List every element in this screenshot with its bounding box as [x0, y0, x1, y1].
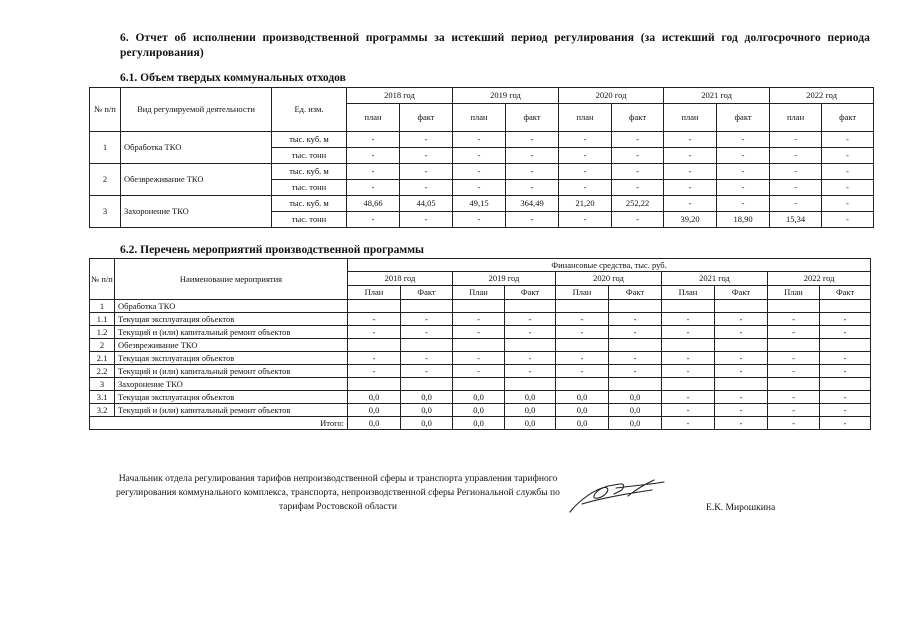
value-cell: - [505, 313, 556, 326]
value-cell: - [822, 132, 874, 148]
row-number: 2.1 [90, 352, 115, 365]
empty-cell [453, 339, 505, 352]
value-cell: - [559, 180, 612, 196]
value-cell: - [768, 391, 820, 404]
measure-name: Текущая эксплуатация объектов [115, 352, 348, 365]
group-row [90, 300, 871, 313]
value-cell: - [400, 164, 453, 180]
value-cell: - [609, 313, 662, 326]
value-cell: 0,0 [401, 404, 453, 417]
value-cell: 0,0 [401, 391, 453, 404]
value-cell: 0,0 [609, 404, 662, 417]
table-row [90, 365, 871, 378]
empty-cell [556, 300, 609, 313]
signatory-position: Начальник отдела регулирования тарифов непроизводственной сферы и транспорта управления тарифного регулирования коммунального комплекса, транспорта, непроизводственной сферы Региональной службы по тарифам Ростовской области [116, 473, 560, 512]
value-cell: - [506, 132, 559, 148]
header-unit: Ед. изм. [272, 88, 347, 132]
value-cell: - [715, 365, 768, 378]
value-cell: - [715, 352, 768, 365]
value-cell: - [662, 391, 715, 404]
value-cell: 21,20 [559, 196, 612, 212]
value-cell: - [664, 196, 717, 212]
value-cell: - [556, 313, 609, 326]
value-cell: 44,05 [400, 196, 453, 212]
row-number: 1.2 [90, 326, 115, 339]
value-cell: - [770, 180, 822, 196]
value-cell: - [453, 180, 506, 196]
measure-name: Текущий и (или) капитальный ремонт объектов [115, 326, 348, 339]
empty-cell [453, 300, 505, 313]
program-measures-table [89, 258, 871, 430]
fact-header: факт [822, 104, 874, 132]
value-cell: - [453, 352, 505, 365]
value-cell: - [822, 180, 874, 196]
value-cell: - [820, 313, 871, 326]
empty-cell [453, 378, 505, 391]
value-cell: - [768, 326, 820, 339]
value-cell: - [770, 132, 822, 148]
value-cell: 48,66 [347, 196, 400, 212]
value-cell: - [400, 148, 453, 164]
total-value: 0,0 [453, 417, 505, 430]
value-cell: 252,22 [612, 196, 664, 212]
year-header: 2021 год [664, 88, 770, 104]
value-cell: - [768, 365, 820, 378]
value-cell: - [505, 365, 556, 378]
value-cell: - [401, 365, 453, 378]
value-cell: - [820, 365, 871, 378]
value-cell: - [400, 180, 453, 196]
empty-cell [768, 339, 820, 352]
empty-cell [401, 339, 453, 352]
empty-cell [505, 300, 556, 313]
value-cell: - [612, 164, 664, 180]
measure-name: Текущая эксплуатация объектов [115, 391, 348, 404]
handwritten-signature [568, 474, 678, 516]
total-value: - [820, 417, 871, 430]
empty-cell [768, 300, 820, 313]
row-number: 2 [90, 339, 115, 352]
plan-header: План [662, 286, 715, 300]
unit-cell: тыс. куб. м [272, 132, 347, 148]
value-cell: - [401, 352, 453, 365]
value-cell: 0,0 [453, 391, 505, 404]
fact-header: факт [506, 104, 559, 132]
total-value: 0,0 [401, 417, 453, 430]
empty-cell [820, 378, 871, 391]
value-cell: - [822, 148, 874, 164]
fact-header: факт [717, 104, 770, 132]
fact-header: Факт [505, 286, 556, 300]
value-cell: - [664, 132, 717, 148]
year-header: 2021 год [662, 272, 768, 286]
value-cell: - [453, 326, 505, 339]
value-cell: - [768, 313, 820, 326]
empty-cell [662, 339, 715, 352]
empty-cell [505, 339, 556, 352]
plan-header: план [770, 104, 822, 132]
empty-cell [401, 378, 453, 391]
plan-header: План [556, 286, 609, 300]
value-cell: - [770, 148, 822, 164]
measure-name: Текущий и (или) капитальный ремонт объектов [115, 404, 348, 417]
header-num: № п/п [90, 259, 115, 300]
value-cell: - [664, 164, 717, 180]
total-value: - [662, 417, 715, 430]
activity-name: Обработка ТКО [121, 132, 272, 164]
value-cell: - [820, 391, 871, 404]
value-cell: - [820, 352, 871, 365]
table-row [90, 196, 874, 212]
value-cell: - [505, 352, 556, 365]
value-cell: - [556, 326, 609, 339]
year-header: 2022 год [768, 272, 871, 286]
fact-header: Факт [609, 286, 662, 300]
header-activity: Вид регулируемой деятельности [121, 88, 272, 132]
value-cell: 0,0 [505, 391, 556, 404]
table2-title: 6.2. Перечень мероприятий производственной программы [120, 244, 425, 256]
value-cell: - [612, 212, 664, 228]
value-cell: - [453, 365, 505, 378]
value-cell: - [820, 404, 871, 417]
value-cell: - [662, 326, 715, 339]
value-cell: - [612, 132, 664, 148]
value-cell: - [400, 132, 453, 148]
row-number: 2.2 [90, 365, 115, 378]
group-row [90, 378, 871, 391]
value-cell: - [612, 148, 664, 164]
table-row [90, 164, 874, 180]
activity-name: Обезвреживание ТКО [121, 164, 272, 196]
empty-cell [556, 339, 609, 352]
value-cell: 364,49 [506, 196, 559, 212]
fact-header: факт [612, 104, 664, 132]
value-cell: - [609, 326, 662, 339]
value-cell: - [453, 164, 506, 180]
measure-name: Текущий и (или) капитальный ремонт объектов [115, 365, 348, 378]
unit-cell: тыс. тонн [272, 148, 347, 164]
value-cell: - [715, 404, 768, 417]
value-cell: - [822, 196, 874, 212]
plan-header: план [453, 104, 506, 132]
table-row [90, 391, 871, 404]
unit-cell: тыс. тонн [272, 180, 347, 196]
value-cell: - [400, 212, 453, 228]
value-cell: - [347, 132, 400, 148]
value-cell: - [347, 148, 400, 164]
header-num: № п/п [90, 88, 121, 132]
value-cell: - [559, 164, 612, 180]
value-cell: - [822, 164, 874, 180]
value-cell: - [770, 196, 822, 212]
plan-header: план [664, 104, 717, 132]
total-row [90, 417, 871, 430]
value-cell: - [820, 326, 871, 339]
empty-cell [609, 300, 662, 313]
row-number: 3 [90, 196, 121, 228]
value-cell: - [715, 326, 768, 339]
value-cell: - [401, 313, 453, 326]
value-cell: 15,34 [770, 212, 822, 228]
header-measure: Наименование мероприятия [115, 259, 348, 300]
value-cell: - [717, 196, 770, 212]
year-header: 2018 год [348, 272, 453, 286]
value-cell: 0,0 [453, 404, 505, 417]
value-cell: - [556, 352, 609, 365]
measure-name: Захоронение ТКО [115, 378, 348, 391]
value-cell: 0,0 [348, 404, 401, 417]
empty-cell [609, 339, 662, 352]
empty-cell [348, 339, 401, 352]
total-value: 0,0 [348, 417, 401, 430]
total-value: 0,0 [609, 417, 662, 430]
value-cell: - [348, 365, 401, 378]
row-number: 3.2 [90, 404, 115, 417]
value-cell: - [662, 352, 715, 365]
value-cell: - [664, 148, 717, 164]
year-header: 2018 год [347, 88, 453, 104]
year-header: 2020 год [556, 272, 662, 286]
value-cell: - [717, 164, 770, 180]
empty-cell [715, 378, 768, 391]
fact-header: Факт [401, 286, 453, 300]
value-cell: - [348, 313, 401, 326]
value-cell: - [348, 326, 401, 339]
value-cell: - [559, 212, 612, 228]
row-number: 1.1 [90, 313, 115, 326]
value-cell: - [506, 148, 559, 164]
value-cell: - [505, 326, 556, 339]
value-cell: 18,90 [717, 212, 770, 228]
total-value: - [768, 417, 820, 430]
value-cell: 0,0 [505, 404, 556, 417]
value-cell: - [715, 391, 768, 404]
value-cell: - [559, 132, 612, 148]
value-cell: 0,0 [556, 404, 609, 417]
value-cell: 0,0 [556, 391, 609, 404]
empty-cell [662, 300, 715, 313]
value-cell: - [609, 365, 662, 378]
value-cell: - [717, 132, 770, 148]
value-cell: - [609, 352, 662, 365]
value-cell: - [348, 352, 401, 365]
value-cell: - [662, 404, 715, 417]
empty-cell [348, 300, 401, 313]
row-number: 1 [90, 132, 121, 164]
waste-volume-table [89, 87, 874, 228]
total-value: - [715, 417, 768, 430]
total-value: 0,0 [505, 417, 556, 430]
empty-cell [768, 378, 820, 391]
value-cell: 0,0 [348, 391, 401, 404]
value-cell: - [662, 365, 715, 378]
value-cell: 0,0 [609, 391, 662, 404]
empty-cell [715, 300, 768, 313]
value-cell: - [453, 148, 506, 164]
value-cell: - [506, 212, 559, 228]
value-cell: - [717, 148, 770, 164]
value-cell: - [401, 326, 453, 339]
row-number: 3 [90, 378, 115, 391]
value-cell: - [347, 212, 400, 228]
year-header: 2019 год [453, 88, 559, 104]
signer-name: Е.К. Мирошкина [706, 502, 776, 513]
value-cell: - [506, 180, 559, 196]
unit-cell: тыс. куб. м [272, 164, 347, 180]
value-cell: - [715, 313, 768, 326]
total-label: Итого: [90, 417, 348, 430]
value-cell: - [453, 212, 506, 228]
empty-cell [715, 339, 768, 352]
value-cell: - [717, 180, 770, 196]
plan-header: план [559, 104, 612, 132]
value-cell: - [453, 313, 505, 326]
table-row [90, 132, 874, 148]
value-cell: - [612, 180, 664, 196]
empty-cell [820, 300, 871, 313]
empty-cell [505, 378, 556, 391]
empty-cell [609, 378, 662, 391]
row-number: 3.1 [90, 391, 115, 404]
fact-header: Факт [820, 286, 871, 300]
table-row [90, 352, 871, 365]
unit-cell: тыс. тонн [272, 212, 347, 228]
table-row [90, 313, 871, 326]
empty-cell [348, 378, 401, 391]
value-cell: - [347, 180, 400, 196]
value-cell: - [822, 212, 874, 228]
value-cell: - [662, 313, 715, 326]
measure-name: Обработка ТКО [115, 300, 348, 313]
total-value: 0,0 [556, 417, 609, 430]
plan-header: План [348, 286, 401, 300]
year-header: 2022 год [770, 88, 874, 104]
group-row [90, 339, 871, 352]
value-cell: - [770, 164, 822, 180]
unit-cell: тыс. куб. м [272, 196, 347, 212]
section-heading: 6. Отчет об исполнении производственной программы за истекший период регулирования (за истекший год долгосрочного периода регулирования) [120, 32, 870, 59]
fact-header: факт [400, 104, 453, 132]
empty-cell [820, 339, 871, 352]
empty-cell [556, 378, 609, 391]
table-row [90, 404, 871, 417]
value-cell: - [768, 404, 820, 417]
table-row [90, 326, 871, 339]
empty-cell [401, 300, 453, 313]
value-cell: - [347, 164, 400, 180]
table1-title: 6.1. Объем твердых коммунальных отходов [120, 72, 346, 84]
activity-name: Захоронение ТКО [121, 196, 272, 228]
value-cell: - [664, 180, 717, 196]
value-cell: 39,20 [664, 212, 717, 228]
year-header: 2019 год [453, 272, 556, 286]
row-number: 2 [90, 164, 121, 196]
value-cell: - [506, 164, 559, 180]
row-number: 1 [90, 300, 115, 313]
value-cell: - [453, 132, 506, 148]
year-header: 2020 год [559, 88, 664, 104]
header-finance: Финансовые средства, тыс. руб. [348, 259, 871, 272]
fact-header: Факт [715, 286, 768, 300]
empty-cell [662, 378, 715, 391]
value-cell: - [556, 365, 609, 378]
value-cell: 49,15 [453, 196, 506, 212]
measure-name: Текущая эксплуатация объектов [115, 313, 348, 326]
plan-header: План [453, 286, 505, 300]
value-cell: - [768, 352, 820, 365]
plan-header: План [768, 286, 820, 300]
plan-header: план [347, 104, 400, 132]
measure-name: Обезвреживание ТКО [115, 339, 348, 352]
value-cell: - [559, 148, 612, 164]
